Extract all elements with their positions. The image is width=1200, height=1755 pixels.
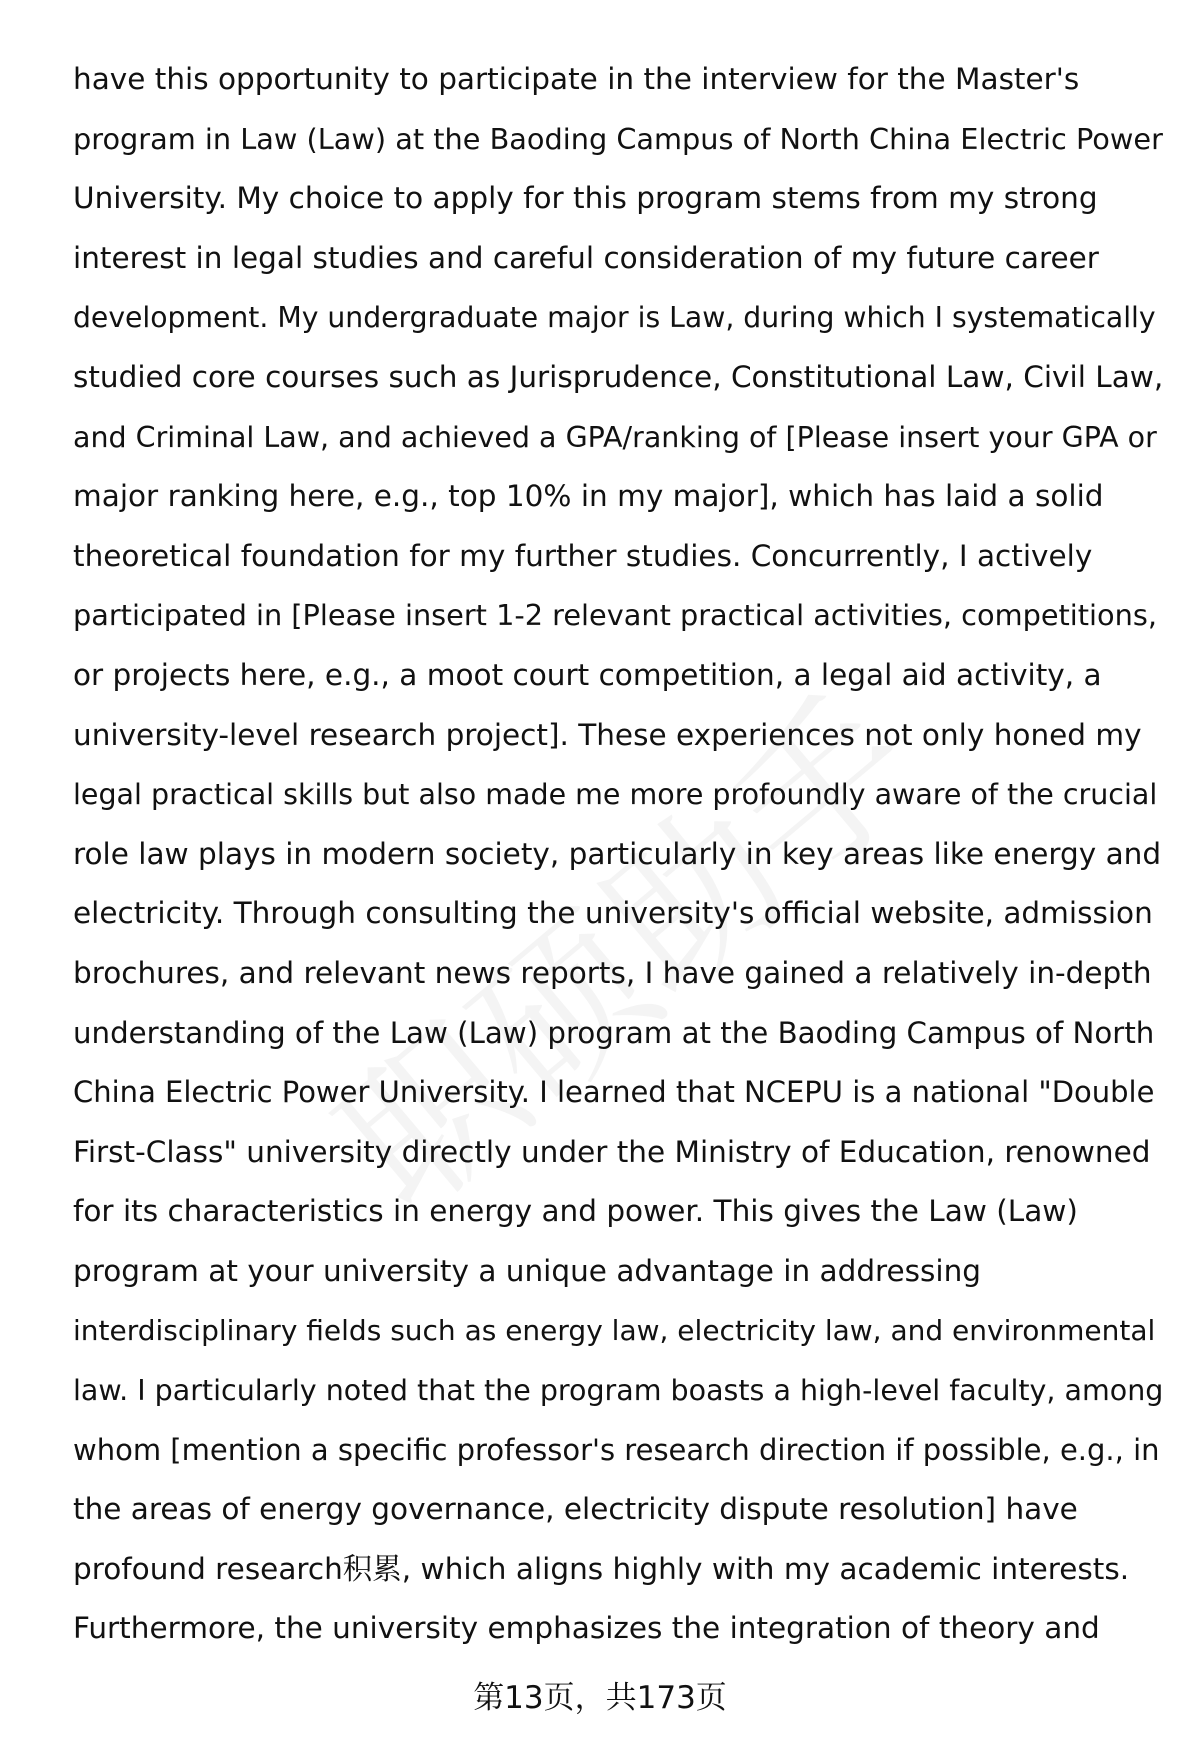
text-line: program in Law (Law) at the Baoding Campus of North China Electric Power	[73, 121, 1163, 156]
text-line: First-Class" university directly under the Ministry of Education, renowned	[73, 1134, 1151, 1169]
text-line: and Criminal Law, and achieved a GPA/ranking of [Please insert your GPA or	[73, 420, 1157, 454]
text-line: Furthermore, the university emphasizes the integration of theory and	[73, 1611, 1100, 1646]
text-line: role law plays in modern society, particularly in key areas like energy and	[73, 836, 1162, 871]
text-line: the areas of energy governance, electricity dispute resolution] have	[73, 1492, 1078, 1527]
text-line: development. My undergraduate major is Law, during which I systematically	[73, 301, 1156, 335]
text-line: or projects here, e.g., a moot court competition, a legal aid activity, a	[73, 657, 1102, 692]
text-line: interest in legal studies and careful consideration of my future career	[73, 240, 1099, 275]
text-line: have this opportunity to participate in the interview for the Master's	[73, 62, 1080, 96]
text-line: electricity. Through consulting the university's official website, admission	[73, 896, 1153, 931]
body-text	[73, 50, 1163, 1659]
text-line: program at your university a unique advantage in addressing	[73, 1253, 982, 1288]
text-line: profound research积累, which aligns highly with my academic interests.	[73, 1551, 1130, 1586]
text-line: whom [mention a specific professor's research direction if possible, e.g., in	[73, 1432, 1160, 1467]
text-line: brochures, and relevant news reports, I have gained a relatively in-depth	[73, 955, 1152, 990]
text-line: University. My choice to apply for this program stems from my strong	[73, 181, 1098, 216]
text-line: for its characteristics in energy and power. This gives the Law (Law)	[73, 1194, 1078, 1229]
page-number: 第13页，共173页	[473, 1680, 727, 1716]
text-line: theoretical foundation for my further studies. Concurrently, I actively	[73, 538, 1093, 573]
text-line: studied core courses such as Jurisprudence, Constitutional Law, Civil Law,	[73, 359, 1164, 394]
text-line: law. I particularly noted that the program boasts a high-level faculty, among	[73, 1374, 1164, 1408]
text-line: China Electric Power University. I learned that NCEPU is a national "Double	[73, 1075, 1155, 1110]
text-line: major ranking here, e.g., top 10% in my major], which has laid a solid	[73, 479, 1104, 514]
text-line: interdisciplinary fields such as energy law, electricity law, and environmental	[73, 1314, 1156, 1348]
text-line: participated in [Please insert 1-2 relevant practical activities, competitions,	[73, 598, 1157, 633]
text-line: legal practical skills but also made me more profoundly aware of the crucial	[73, 778, 1158, 812]
text-line: understanding of the Law (Law) program at the Baoding Campus of North	[73, 1015, 1155, 1050]
text-line: university-level research project]. These experiences not only honed my	[73, 717, 1142, 752]
